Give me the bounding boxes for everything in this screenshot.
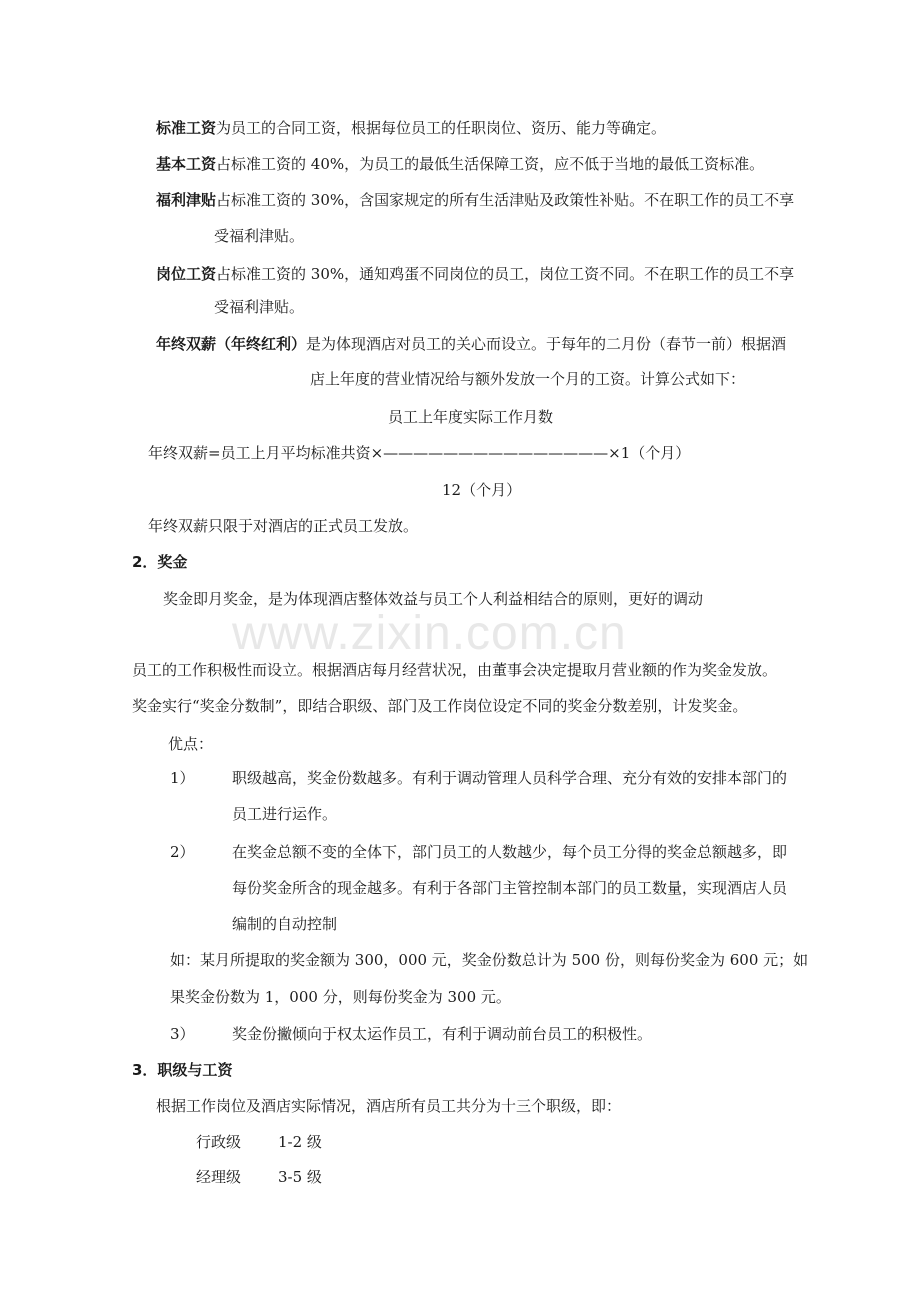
grade-range: 3-5 级 — [278, 1168, 322, 1186]
definition: 是为体现酒店对员工的关心而设立。于每年的二月份（春节一前）根据酒 — [306, 335, 787, 353]
list-text: 奖金份撇倾向于权太运作员工，有利于调动前台员工的积极性。 — [232, 1025, 653, 1043]
definition: 为员工的合同工资，根据每位员工的任职岗位、资历、能力等确定。 — [216, 119, 667, 137]
term: 年终双薪（年终红利） — [156, 335, 307, 353]
salary-item-year-end — [156, 334, 786, 354]
definition-continuation: 受福利津贴。 — [214, 227, 305, 245]
list-text: 职级越高，奖金份数越多。有利于调动管理人员科学合理、充分有效的安排本部门的 — [232, 769, 788, 787]
term: 岗位工资 — [156, 265, 217, 283]
advantages-label: 优点： — [168, 735, 214, 753]
salary-item-welfare — [156, 190, 794, 210]
list-text: 编制的自动控制 — [232, 915, 338, 933]
definition-continuation: 店上年度的营业情况给与额外发放一个月的工资。计算公式如下： — [310, 370, 746, 388]
watermark-text: www.zixin.com.cn — [232, 607, 627, 660]
grade-range: 1-2 级 — [278, 1133, 322, 1151]
term: 福利津贴 — [156, 191, 217, 209]
grade-name: 经理级 — [196, 1168, 242, 1186]
list-text: 员工进行运作。 — [232, 805, 338, 823]
term: 标准工资 — [156, 119, 217, 137]
list-text: 每份奖金所含的现金越多。有利于各部门主管控制本部门的员工数量，实现酒店人员 — [232, 879, 788, 897]
formula-denominator: 12（个月） — [442, 481, 522, 499]
salary-item-standard — [156, 118, 666, 138]
formula-numerator: 员工上年度实际工作月数 — [388, 408, 554, 426]
grade-name: 行政级 — [196, 1133, 242, 1151]
paragraph: 根据工作岗位及酒店实际情况，酒店所有员工共分为十三个职级，即： — [156, 1097, 622, 1115]
example-text: 如：某月所提取的奖金额为 300，000 元，奖金份数总计为 500 份，则每份奖金为 600 元；如 — [170, 951, 809, 969]
paragraph: 员工的工作积极性而设立。根据酒店每月经营状况，由董事会决定提取月营业额的作为奖金发放。 — [132, 661, 778, 679]
list-number: 2） — [170, 843, 195, 861]
salary-item-position — [156, 264, 794, 284]
section-heading-grades: 3．职级与工资 — [132, 1061, 233, 1079]
paragraph: 奖金实行“奖金分数制”，即结合职级、部门及工作岗位设定不同的奖金分数差别，计发奖金。 — [132, 697, 748, 715]
example-text: 果奖金份数为 1，000 分，则每份奖金为 300 元。 — [170, 988, 511, 1006]
formula-note: 年终双薪只限于对酒店的正式员工发放。 — [148, 517, 419, 535]
term: 基本工资 — [156, 155, 217, 173]
list-text: 在奖金总额不变的全体下，部门员工的人数越少，每个员工分得的奖金总额越多，即 — [232, 843, 788, 861]
salary-item-basic — [156, 154, 764, 174]
definition: 占标准工资的 40%，为员工的最低生活保障工资，应不低于当地的最低工资标准。 — [216, 155, 765, 173]
definition: 占标准工资的 30%，通知鸡蛋不同岗位的员工，岗位工资不同。不在职工作的员工不享 — [216, 265, 795, 283]
list-number: 1） — [170, 769, 195, 787]
section-heading-bonus: 2．奖金 — [132, 553, 188, 571]
definition-continuation: 受福利津贴。 — [214, 298, 305, 316]
formula-main: 年终双薪=员工上月平均标准共资×———————————————×1（个月） — [148, 444, 691, 462]
definition: 占标准工资的 30%，含国家规定的所有生活津贴及政策性补贴。不在职工作的员工不享 — [216, 191, 795, 209]
paragraph: 奖金即月奖金，是为体现酒店整体效益与员工个人利益相结合的原则，更好的调动 — [163, 590, 704, 608]
list-number: 3） — [170, 1025, 195, 1043]
